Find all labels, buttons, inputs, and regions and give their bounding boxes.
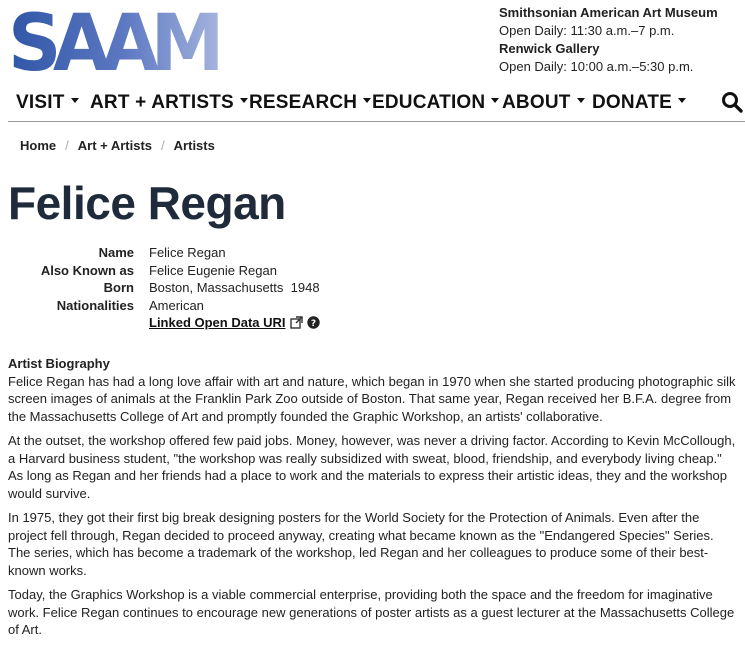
nav-about[interactable] (502, 92, 585, 114)
search-icon[interactable] (721, 91, 743, 113)
nav-research[interactable] (249, 92, 371, 114)
nav-label: DONATE (592, 92, 673, 113)
breadcrumb-artists[interactable]: Artists (173, 138, 215, 153)
caret-down-icon (491, 98, 499, 103)
fact-label: Also Known as (40, 262, 134, 278)
svg-text:?: ? (310, 319, 316, 330)
nav-education[interactable] (372, 92, 499, 114)
logo-text: SAAM (8, 0, 219, 89)
nav-label: ART + ARTISTS (90, 92, 234, 113)
fact-label: Born (103, 280, 134, 295)
nav-art-artists[interactable] (90, 92, 248, 114)
fact-label: Name (98, 245, 134, 260)
caret-down-icon (240, 98, 248, 103)
bio-paragraph: Today, the Graphics Workshop is a viable commercial enterprise, providing both the space and the freedom for imaginative work. Felice Regan continues to encourage new generations of poster artists as a guest lecturer at the Massachusetts College of Art. (8, 587, 735, 637)
fact-value: Felice Regan (149, 245, 226, 260)
help-icon[interactable] (307, 316, 320, 329)
nav-visit[interactable] (16, 92, 79, 114)
nav-label: ABOUT (502, 92, 571, 113)
site-header (0, 0, 745, 89)
fact-label: Nationalities (56, 297, 134, 313)
caret-down-icon (577, 98, 585, 103)
main-nav (8, 86, 745, 122)
external-link-icon[interactable] (290, 316, 303, 329)
caret-down-icon (363, 98, 371, 103)
nav-label: EDUCATION (372, 92, 486, 113)
caret-down-icon (678, 98, 686, 103)
fact-value: Boston, Massachusetts 1948 (149, 280, 320, 295)
breadcrumb-home[interactable]: Home (20, 138, 57, 153)
museum-name[interactable]: Smithsonian American Art Museum (499, 5, 718, 20)
museum-hours (499, 4, 718, 76)
breadcrumb-art-artists[interactable]: Art + Artists (77, 138, 153, 153)
page-title: Felice Regan (8, 177, 286, 229)
museum-hours-text: Open Daily: 11:30 a.m.–7 p.m. (499, 23, 675, 38)
artist-biography (8, 355, 738, 646)
bio-heading: Artist Biography (8, 356, 110, 371)
gallery-name[interactable]: Renwick Gallery (499, 41, 600, 56)
bio-paragraph: In 1975, they got their first big break designing posters for the World Society for the Protection of Animals. Even after the project fell through, Regan decided to proceed anyway, creating what became known as the "Endangered Species" Series. The series, which has become a trademark of the workshop, led Regan and her colleagues to produce some of their best-known works. (8, 510, 714, 578)
nav-label: VISIT (16, 92, 65, 113)
lod-link-label[interactable]: Linked Open Data URI (149, 315, 286, 330)
nav-label: RESEARCH (249, 92, 358, 113)
saam-logo[interactable] (8, 0, 219, 89)
gallery-hours-text: Open Daily: 10:00 a.m.–5:30 p.m. (499, 59, 694, 74)
bio-paragraph: Felice Regan has had a long love affair with art and nature, which began in 1970 when she started producing photographic silk screen images of animals at the Franklin Park Zoo outside of Boston. That same year, Regan received her B.F.A. degree from the Massachusetts College of Art and promptly founded the Graphic Workshop, an artists' collaborative. (8, 373, 736, 424)
fact-value: Felice Eugenie Regan (149, 262, 277, 278)
breadcrumb-separator: / (65, 138, 69, 153)
nav-donate[interactable] (592, 92, 686, 114)
fact-value: American (149, 297, 204, 313)
bio-paragraph: At the outset, the workshop offered few paid jobs. Money, however, was never a driving factor. According to Kevin McCollough, a Harvard business student, "the workshop was really subsidized with sweat, blood, friendship, and everybody living cheap." As long as Regan and her friends had a place to work and the materials to express their artistic ideas, they and the workshop would survive. (8, 433, 736, 501)
caret-down-icon (71, 98, 79, 103)
breadcrumb-separator: / (161, 138, 165, 153)
breadcrumb (20, 138, 215, 153)
linked-open-data-link[interactable] (149, 314, 320, 332)
